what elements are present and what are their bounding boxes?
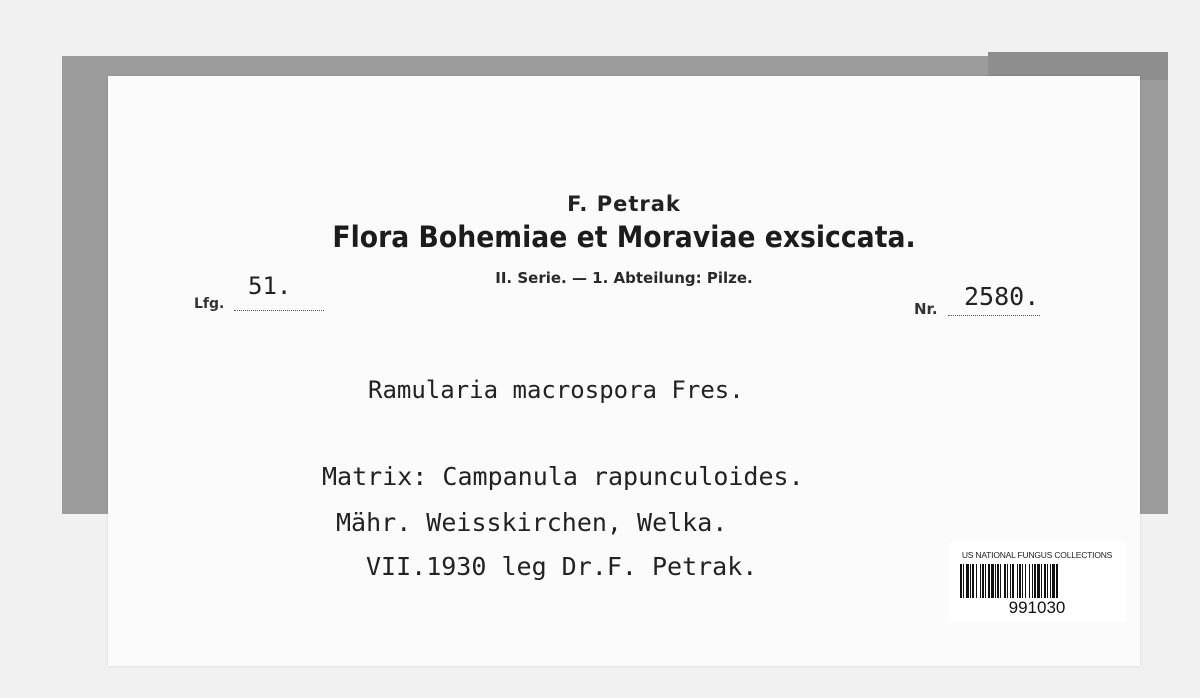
species-name: Ramularia macrospora Fres. bbox=[368, 376, 744, 404]
barcode-graphic bbox=[960, 564, 1114, 598]
lfg-dotted-line bbox=[234, 310, 324, 311]
series-subtitle: II. Serie. — 1. Abteilung: Pilze. bbox=[495, 269, 753, 287]
series-title: Flora Bohemiae et Moraviae exsiccata. bbox=[332, 220, 916, 254]
number-value: 2580. bbox=[964, 282, 1040, 311]
locality-line: Mähr. Weisskirchen, Welka. bbox=[336, 508, 728, 537]
lfg-value: 51. bbox=[248, 272, 292, 300]
barcode-sticker bbox=[948, 542, 1126, 622]
number-label: Nr. bbox=[914, 300, 938, 318]
matrix-line: Matrix: Campanula rapunculoides. bbox=[322, 462, 804, 491]
lfg-label: Lfg. bbox=[194, 296, 225, 312]
date-collector-line: VII.1930 leg Dr.F. Petrak. bbox=[366, 552, 758, 581]
number-dotted-line bbox=[948, 315, 1040, 316]
barcode-number: 991030 bbox=[1008, 598, 1066, 617]
barcode-title: US NATIONAL FUNGUS COLLECTIONS bbox=[961, 550, 1113, 560]
collector-heading: F. Petrak bbox=[567, 192, 681, 216]
specimen-label bbox=[108, 76, 1140, 666]
